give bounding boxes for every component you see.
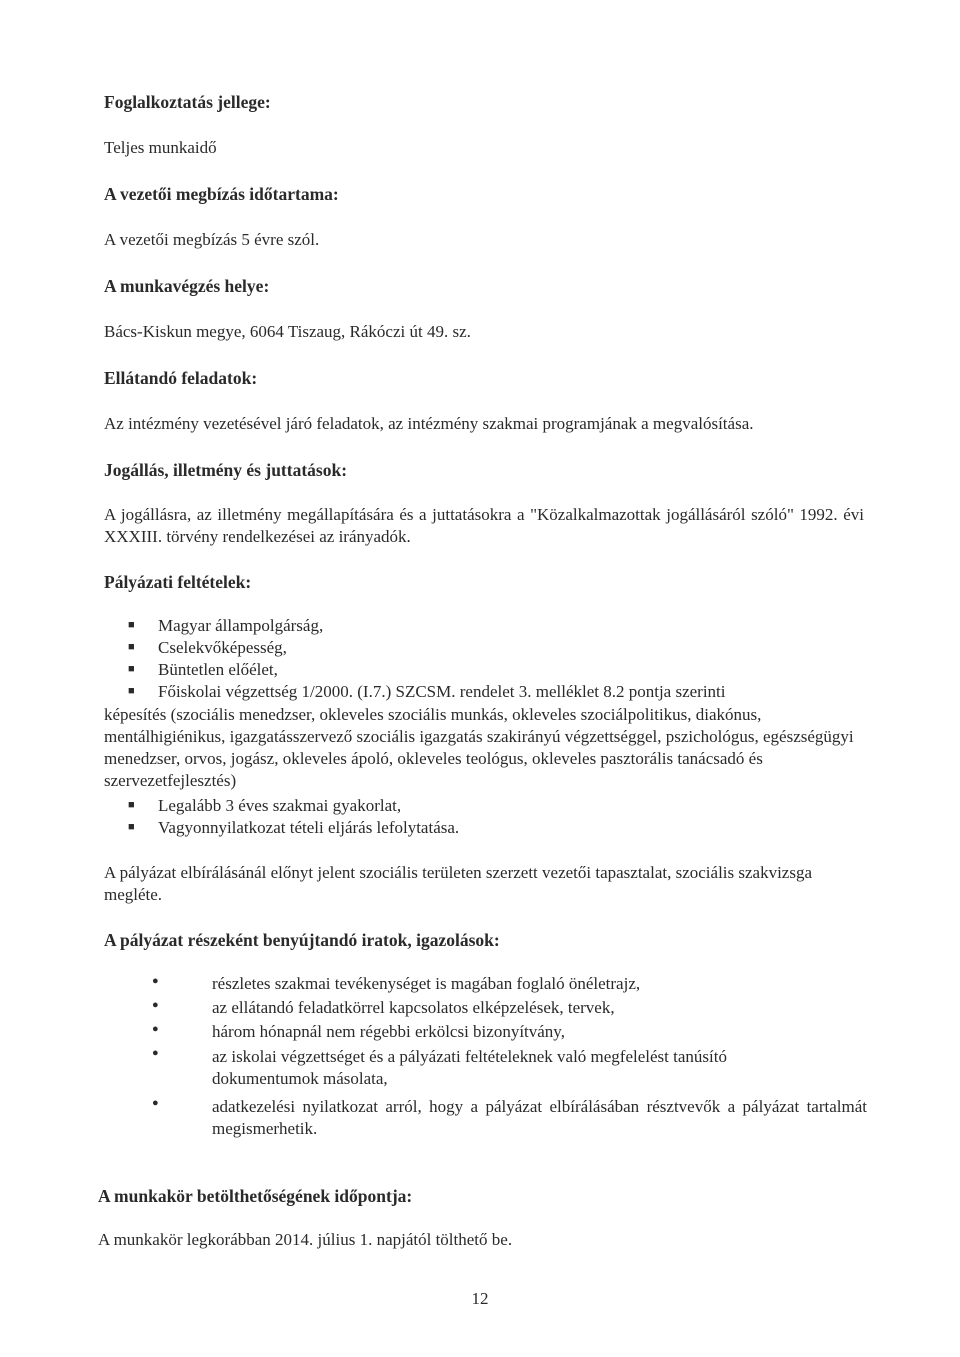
dot-bullet-icon: ●: [152, 999, 159, 1011]
square-bullet-icon: ■: [128, 641, 135, 653]
mandate-duration-text: A vezetői megbízás 5 évre szól.: [104, 230, 320, 249]
square-bullet-icon: ■: [128, 619, 135, 631]
square-bullet-icon: ■: [128, 685, 135, 697]
document-item-label: adatkezelési nyilatkozat arról, hogy a pályázat elbírálásában résztvevők a pályázat tartalmát megismerhetik.: [212, 1097, 867, 1138]
workplace-text: Bács-Kiskun megye, 6064 Tiszaug, Rákóczi út 49. sz.: [104, 322, 471, 341]
documents-heading: A pályázat részeként benyújtandó iratok, igazolások:: [104, 930, 500, 950]
legal-status-heading: Jogállás, illetmény és juttatások:: [104, 460, 348, 480]
condition-item-label: Vagyonnyilatkozat tételi eljárás lefolytatása.: [158, 818, 460, 837]
employment-type-heading: Foglalkoztatás jellege:: [104, 92, 271, 112]
condition-item: [128, 660, 278, 680]
condition-item: [128, 682, 726, 702]
page-number: 12: [471, 1289, 489, 1308]
condition-item: [128, 796, 401, 816]
document-item: [152, 1046, 812, 1090]
document-item-label: az ellátandó feladatkörrel kapcsolatos elképzelések, tervek,: [212, 998, 615, 1017]
document-item: [152, 998, 615, 1018]
condition-item-label: Cselekvőképesség,: [158, 638, 287, 657]
advantage-text: A pályázat elbírálásánál előnyt jelent szociális területen szerzett vezetői tapasztalat, szociális szakvizsga megléte.: [104, 863, 813, 904]
duties-text: Az intézmény vezetésével járó feladatok, az intézmény szakmai programjának a megvalósítása.: [104, 414, 754, 433]
square-bullet-icon: ■: [128, 821, 135, 833]
employment-type-text: Teljes munkaidő: [104, 138, 217, 157]
condition-item-label: Főiskolai végzettség 1/2000. (I.7.) SZCSM. rendelet 3. melléklet 8.2 pontja szerinti: [158, 682, 726, 701]
dot-bullet-icon: ●: [152, 1047, 159, 1059]
square-bullet-icon: ■: [128, 663, 135, 675]
legal-status-text: A jogállásra, az illetmény megállapítására és a juttatásokra a "Közalkalmazottak jogállásáról szóló" 1992. évi XXXIII. törvény rendelkezései az irányadók.: [104, 505, 864, 546]
condition-item-label: Büntetlen előélet,: [158, 660, 278, 679]
dot-bullet-icon: ●: [152, 1097, 159, 1109]
qualification-list-text: képesítés (szociális menedzser, okleveles szociális munkás, okleveles szociálpolitikus, diakónus, mentálhigiénikus, igazgatásszervező szociális igazgatás szakirányú végzettséggel, pszichológus, egészségügyi menedzser, orvos, jogász, okleveles ápoló, okleveles teológus, okleveles pasztorális tanácsadó és szervezetfejlesztés): [104, 705, 854, 790]
dot-bullet-icon: ●: [152, 1023, 159, 1035]
condition-item: [128, 818, 459, 838]
document-item: [152, 1022, 565, 1042]
condition-item: [128, 638, 287, 658]
start-date-text: A munkakör legkorábban 2014. július 1. napjától tölthető be.: [98, 1230, 513, 1249]
condition-item-label: Magyar állampolgárság,: [158, 616, 324, 635]
mandate-duration-heading: A vezetői megbízás időtartama:: [104, 184, 339, 204]
start-date-heading: A munkakör betölthetőségének időpontja:: [98, 1186, 413, 1206]
conditions-heading: Pályázati feltételek:: [104, 572, 252, 592]
document-item: [152, 1096, 867, 1140]
document-item-label: részletes szakmai tevékenységet is magában foglaló önéletrajz,: [212, 974, 641, 993]
document-item-label: az iskolai végzettséget és a pályázati feltételeknek való megfelelést tanúsító dokumentumok másolata,: [212, 1047, 727, 1088]
condition-item: [128, 616, 323, 636]
duties-heading: Ellátandó feladatok:: [104, 368, 258, 388]
document-item: [152, 974, 640, 994]
document-item-label: három hónapnál nem régebbi erkölcsi bizonyítvány,: [212, 1022, 565, 1041]
condition-item-label: Legalább 3 éves szakmai gyakorlat,: [158, 796, 402, 815]
square-bullet-icon: ■: [128, 799, 135, 811]
dot-bullet-icon: ●: [152, 975, 159, 987]
workplace-heading: A munkavégzés helye:: [104, 276, 270, 296]
